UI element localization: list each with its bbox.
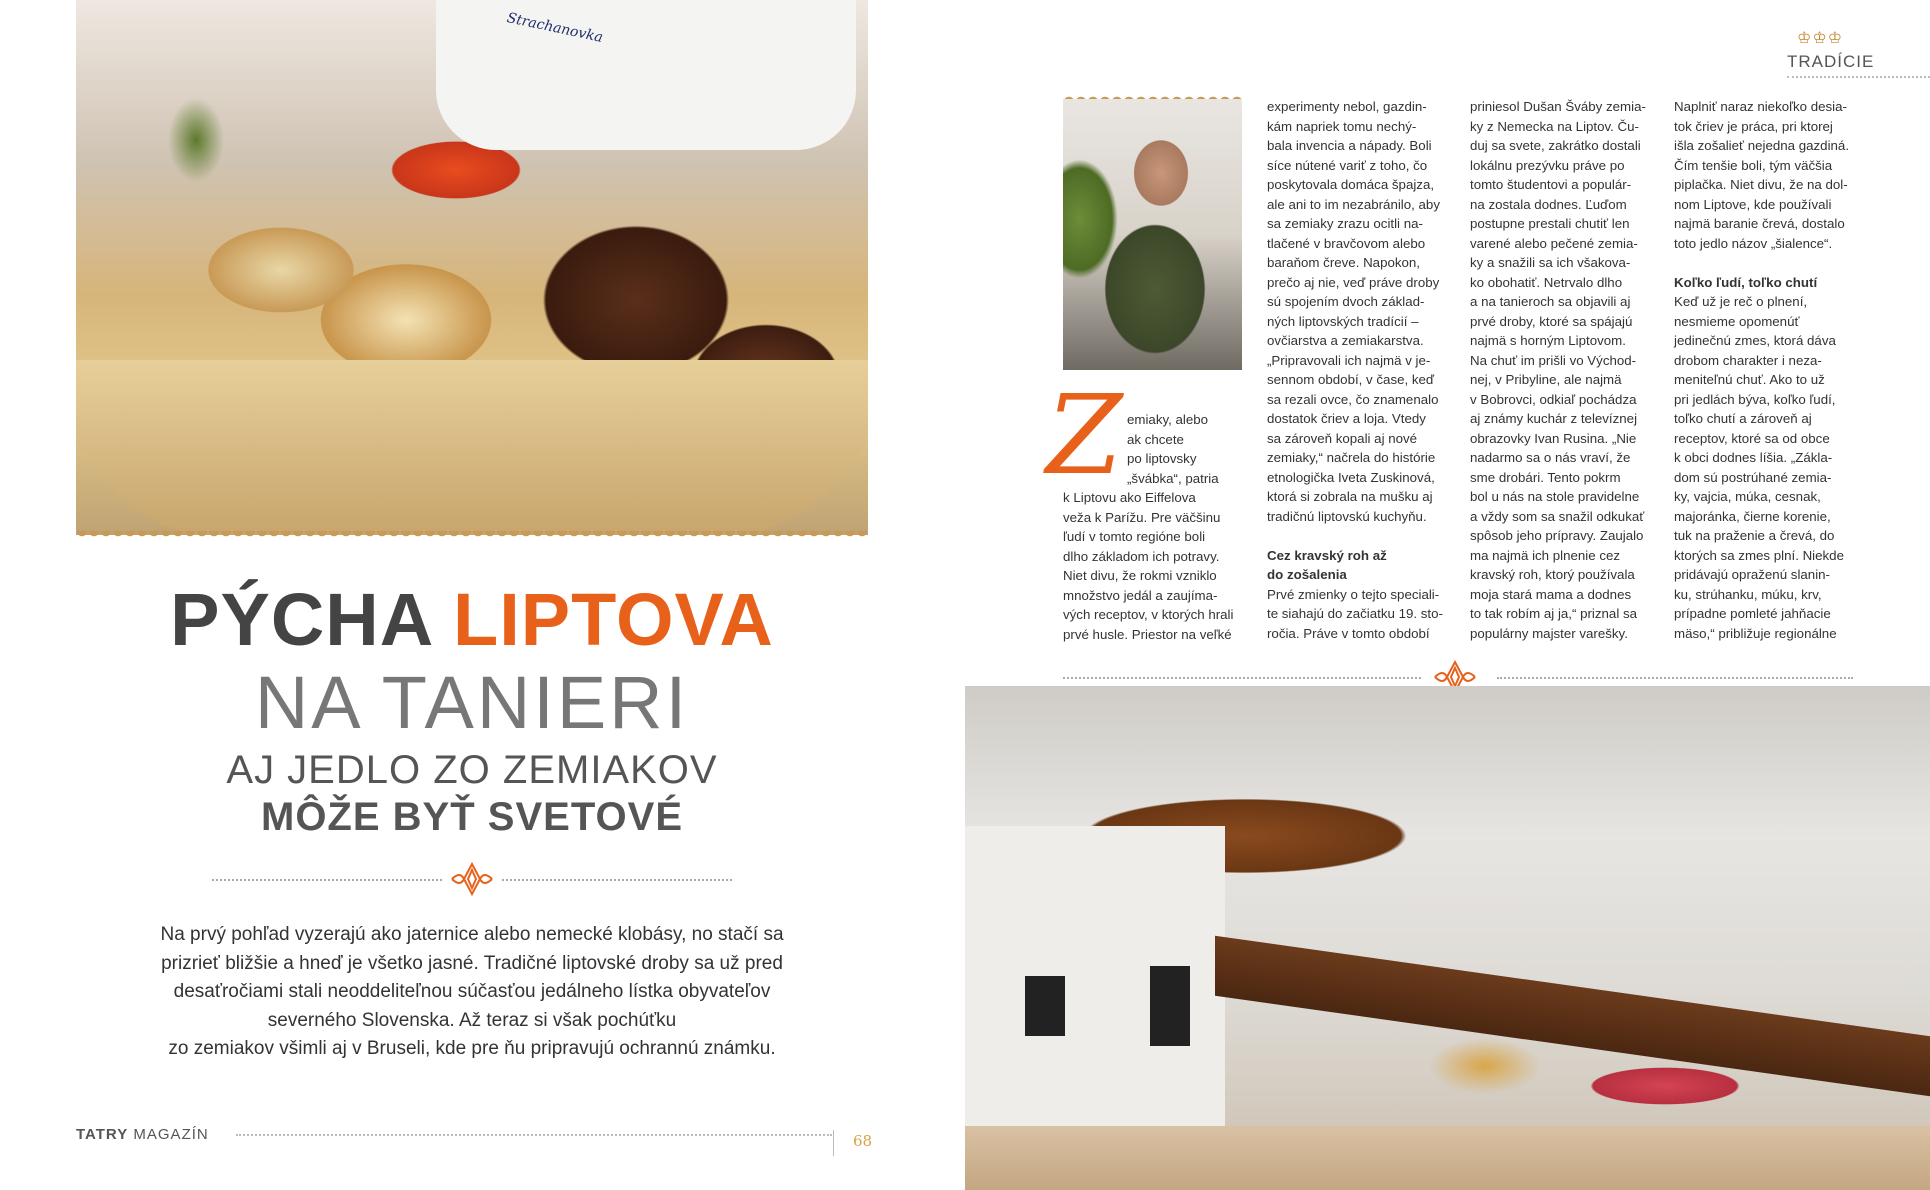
column-line: ky, vajcia, múka, cesnak, (1674, 489, 1821, 504)
magazine-brand (76, 1126, 209, 1143)
chef-shirt (436, 0, 856, 150)
column-line: „Pripravovali ich najmä v je- (1267, 352, 1431, 368)
column-line: duj sa svete, zakrátko dostali (1470, 138, 1641, 153)
column-line: najmä s horným Liptovom. (1470, 333, 1626, 348)
column-line: tomto študentovi a populár- (1470, 177, 1632, 192)
article-column-4 (1674, 97, 1854, 643)
column-line: aj známy kuchár z televíznej (1470, 411, 1638, 426)
column-line: Na chuť im prišli vo Východ- (1470, 352, 1637, 368)
lead-line: zo zemiakov všimli aj v Bruseli, kde pre ňu pripravujú ochrannú známku. (168, 1038, 776, 1059)
column-line: ktorých sa zmes plní. Niekde (1674, 547, 1844, 563)
column-line: emiaky, alebo (1127, 412, 1209, 427)
column-line: ma najmä ich plnenie cez (1470, 547, 1621, 563)
column-line: ročia. Práve v tomto období (1267, 625, 1430, 641)
lead-line: Na prvý pohľad vyzerajú ako jaternice alebo nemecké klobásy, no stačí sa (160, 924, 784, 945)
column-line: prvé droby, ktoré sa spájajú (1470, 313, 1633, 329)
column-line: ku, strúhanku, múku, krv, (1674, 586, 1822, 602)
headline-part1: PÝCHA (170, 578, 432, 661)
column-line: ných liptovských tradícií – (1267, 313, 1419, 329)
lead-line: severného Slovenska. Až teraz si však pochúťku (267, 1009, 677, 1031)
column-subheading: Koľko ľudí, toľko chutí (1674, 274, 1818, 290)
column-subheading: do zošalenia (1267, 567, 1347, 582)
tiled-floor (965, 1126, 1930, 1190)
column-line: nom Liptove, kde používali (1674, 196, 1832, 212)
column-line: dostatok čriev a loja. Vtedy (1267, 411, 1426, 426)
article-column-2 (1267, 97, 1447, 643)
column-line: išla zošalieť nejedna gazdiná. (1674, 138, 1850, 153)
buffet-photo (965, 686, 1930, 1190)
column-line (1674, 253, 1854, 273)
column-line: to tak robím aj ja,“ priznal sa (1470, 606, 1638, 621)
column-line: drobom charakter i neza- (1674, 352, 1822, 368)
column-line: nesmieme opomenúť (1674, 313, 1800, 329)
column-line: kám napriek tomu nechý- (1267, 118, 1417, 134)
column-line: tlačené v bravčovom alebo (1267, 235, 1426, 251)
dotted-rule-left (212, 879, 442, 881)
headline-part2: LIPTOVA (453, 578, 774, 661)
column-line: ko obohatiť. Netrvalo dlho (1470, 274, 1623, 290)
column-line: mäso,“ približuje regionálne (1674, 625, 1837, 641)
column-line: nej, v Pribyline, ale najmä (1470, 372, 1622, 387)
column-line: spôsob jeho prípravy. Zaujalo (1470, 528, 1644, 543)
section-label: TRADÍCIE (1787, 52, 1875, 71)
column-line: k Liptovu ako Eiffelova (1063, 490, 1196, 505)
column-line: meniteľnú chuť. Ako to už (1674, 372, 1825, 387)
column-line: ktorá si zobrala na mušku aj (1267, 489, 1433, 504)
column-line: priniesol Dušan Šváby zemia- (1470, 99, 1646, 114)
column-line: pridávajú opraženú slanin- (1674, 567, 1830, 582)
article-column-1 (1063, 410, 1243, 644)
column-line: baraňom čreve. Napokon, (1267, 255, 1420, 270)
column-line: populárny majster varešky. (1470, 625, 1628, 641)
lead-line: prizrieť bližšie a hneď je všetko jasné. Tradičné liptovské droby sa už pred (161, 952, 783, 974)
scallop-border (76, 531, 868, 543)
column-line: zemiaky,“ načrela do histórie (1267, 450, 1436, 465)
column-line: varené alebo pečené zemia- (1470, 235, 1638, 251)
column-line: množstvo jedál a zaujíma- (1063, 587, 1218, 603)
article-column-3 (1470, 97, 1650, 643)
footer-dotted-rule (236, 1134, 832, 1136)
subtitle-line1: AJ JEDLO ZO ZEMIAKOV (226, 748, 718, 792)
diamond-flourish-icon (450, 862, 494, 896)
column-line: ľudí v tomto regióne boli (1063, 529, 1206, 544)
column-line: etnologička Iveta Zuskinová, (1267, 469, 1435, 485)
oven-door (1025, 976, 1065, 1036)
subtitle-line2: MÔŽE BYŤ SVETOVÉ (261, 795, 683, 839)
column-line: postupne prestali chutiť len (1470, 216, 1630, 231)
column-line: nadarmo sa o nás vraví, že (1470, 450, 1631, 465)
column-line: sme drobári. Tento pokrm (1470, 469, 1621, 485)
column-line: po liptovsky (1127, 451, 1197, 466)
headline-line2: NA TANIERI (254, 661, 690, 744)
column-line: najmä baranie črevá, dostalo (1674, 216, 1845, 231)
column-line: Čím tenšie boli, tým väčšia (1674, 157, 1833, 173)
lead-paragraph (150, 921, 794, 1064)
column-line: dom sú postrúhané zemia- (1674, 469, 1832, 485)
shirt-lettering: Strachanovka (505, 10, 605, 46)
column-line: prvé husle. Priestor na veľké (1063, 626, 1232, 642)
column-line: dlho základom ich potravy. (1063, 548, 1220, 564)
column-line: tradičnú liptovskú kuchyňu. (1267, 508, 1427, 524)
column-line: Prvé zmienky o tejto speciali- (1267, 586, 1440, 602)
column-line: sa rezali ovce, čo znamenalo (1267, 391, 1439, 407)
column-line: Keď už je reč o plnení, (1674, 294, 1808, 309)
section-dotted-rule (1787, 76, 1930, 78)
column-line: receptov, ktoré sa od obce (1674, 430, 1830, 446)
page-number: 68 (853, 1132, 873, 1150)
column-line: ky a snažili sa ich všakova- (1470, 255, 1631, 270)
column-line: v Bobrovci, odkiaľ pochádza (1470, 391, 1637, 407)
column-line: lokálnu prezývku práve po (1470, 157, 1625, 173)
column-line: jedinečnú zmes, ktorá dáva (1674, 333, 1836, 348)
oven-door (1150, 966, 1190, 1046)
column-line: prečo aj nie, veď práve droby (1267, 274, 1440, 290)
crown-icon: ♔♔♔ (1797, 30, 1844, 47)
column-line: majoránka, čierne korenie, (1674, 508, 1831, 524)
column-line: ky z Nemecka na Liptov. Ču- (1470, 118, 1639, 134)
column-line: tuk na praženie a črevá, do (1674, 528, 1835, 543)
column-line: síce nútené variť z toho, čo (1267, 157, 1428, 173)
column-line: k obci dodnes líšia. „Zákla- (1674, 450, 1833, 465)
column-line: ak chcete (1127, 431, 1184, 447)
column-line: te siahajú do začiatku 19. sto- (1267, 606, 1443, 621)
dotted-rule-right (502, 879, 732, 881)
column-line: sennom období, v čase, keď (1267, 372, 1435, 387)
column-line: sa zemiaky zrazu ocitli na- (1267, 216, 1423, 231)
column-line: moja stará mama a dodnes (1470, 586, 1632, 602)
column-line: piplačka. Niet divu, že na dol- (1674, 177, 1848, 192)
column-line: pri jedlách býva, koľko ľudí, (1674, 391, 1836, 407)
column-line: poskytovala domáca špajza, (1267, 177, 1435, 192)
right-dotted-rule-right (1497, 677, 1853, 679)
column-line: ovčiarstva a zemiakarstva. (1267, 333, 1424, 348)
column-line: toto jedlo názov „šialence“. (1674, 235, 1833, 251)
column-line: toľko chutí a zároveň aj (1674, 411, 1812, 426)
column-line: „švábka“, patria (1127, 470, 1219, 486)
column-line: experimenty nebol, gazdin- (1267, 99, 1427, 114)
column-line: obrazovky Ivan Rusina. „Nie (1470, 430, 1637, 446)
column-line (1267, 526, 1447, 546)
column-line: Naplniť naraz niekoľko desia- (1674, 99, 1847, 114)
column-line: veža k Parížu. Pre väčšinu (1063, 509, 1221, 525)
column-line: sú spojením dvoch základ- (1267, 294, 1425, 309)
column-line: a vždy som sa snažil odkukať (1470, 508, 1645, 524)
column-line: a na tanieroch sa objavili aj (1470, 294, 1631, 309)
wooden-counter (1215, 936, 1930, 1096)
hero-photo-sausages (76, 0, 868, 535)
column-line: prípadne pomleté jahňacie (1674, 606, 1831, 621)
ornament-divider (212, 862, 732, 896)
drop-cap: Z (1046, 371, 1123, 499)
headline (76, 577, 868, 662)
brand-bold: TATRY (76, 1126, 129, 1143)
column-line: vých receptov, v ktorých hrali (1063, 607, 1234, 622)
footer-separator (833, 1130, 834, 1156)
brand-light: MAGAZÍN (133, 1126, 209, 1143)
column-line: na zostala dodnes. Ľuďom (1470, 196, 1627, 212)
column-line: sa zároveň kopali aj nové (1267, 430, 1418, 446)
right-dotted-rule-left (1063, 677, 1421, 679)
column-subheading: Cez kravský roh až (1267, 547, 1387, 563)
portrait-photo (1063, 99, 1242, 370)
column-line: Niet divu, že rokmi vzniklo (1063, 568, 1217, 583)
column-line: ale ani to im nezabránilo, aby (1267, 196, 1440, 212)
column-line: bala invencia a nápady. Boli (1267, 138, 1432, 153)
plant (1063, 159, 1118, 279)
column-line: tok čriev je práca, pri ktorej (1674, 118, 1833, 134)
column-line: bol u nás na stole pravidelne (1470, 489, 1640, 504)
wooden-tray (76, 360, 868, 535)
column-line: kravský roh, ktorý používala (1470, 567, 1635, 582)
lead-line: desaťročiami stali neoddeliteľnou súčasťou jedálneho lístka obyvateľov (173, 981, 771, 1002)
